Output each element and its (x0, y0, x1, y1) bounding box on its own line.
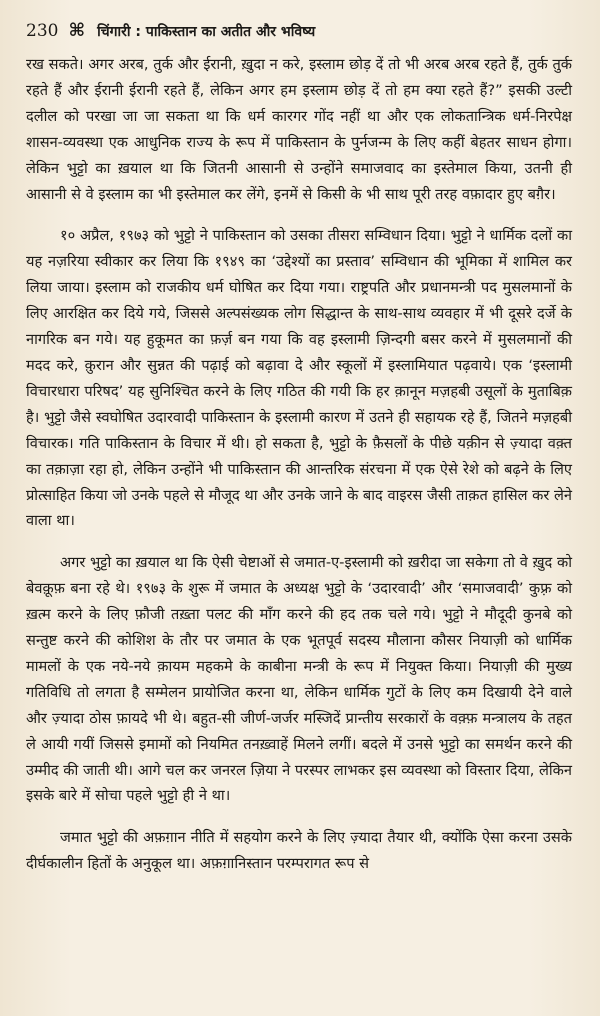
page-header (26, 20, 572, 46)
body-text (26, 52, 572, 877)
paragraph-afghan-policy: जमात भुट्टो की अफ़ग़ान नीति में सहयोग करने के लिए ज़्यादा तैयार थी, क्योंकि ऐसा करना उसके दीर्घकालीन हितों के अनुकूल था। अफ़ग़ानिस्तान परम्परागत रूप से (26, 829, 572, 873)
paragraph-constitution-1973: १० अप्रैल, १९७३ को भुट्टो ने पाकिस्तान को उसका तीसरा सम्विधान दिया। भुट्टो ने धार्मिक दलों का यह नज़रिया स्वीकार कर लिया कि १९४९ का ‘उद्देश्यों का प्रस्ताव’ सम्विधान की भूमिका में शामिल कर लिया जाया। इस्लाम को राजकीय धर्म घोषित कर दिया गया। राष्ट्रपति और प्रधानमन्त्री पद मुसलमानों के लिए आरक्षित कर दिये गये, जिससे अल्पसंख्यक लोग सिद्धान्त के साथ-साथ व्यवहार में भी दूसरे दर्जे के नागरिक बन गये। यह हुकूमत का फ़र्ज़ बन गया कि वह इस्लामी ज़िन्दगी बसर करने में मुसलमानों की मदद करे, क़ुरान और सुन्नत की पढ़ाई को बढ़ावा दे और स्कूलों में इस्लामियात पढ़वाये। एक ‘इस्लामी विचारधारा परिषद’ यह सुनिश्चित करने के लिए गठित की गयी कि हर क़ानून मज़हबी उसूलों के मुताबिक़ है। भुट्टो जैसे स्वघोषित उदारवादी पाकिस्तान के इस्लामी कारण में उतने ही सहायक रहे हैं, जितने मज़हबी विचारक। गति पाकिस्तान के विचार में थी। हो सकता है, भुट्टो के फ़ैसलों के पीछे यक़ीन से ज़्यादा वक़्त का तक़ाज़ा रहा हो, लेकिन उन्होंने भी पाकिस्तान की आन्तरिक संरचना में एक ऐसे रेशे को बढ़ने के लिए प्रोत्साहित किया जो उनके पहले से मौजूद था और उनके जाने के बाद वाइरस जैसी ताक़त हासिल कर लेने वाला था। (26, 227, 572, 530)
paragraph-continuation: रख सकते। अगर अरब, तुर्क और ईरानी, ख़ुदा न करे, इस्लाम छोड़ दें तो भी अरब अरब रहते हैं, तुर्क तुर्क रहते हैं और ईरानी ईरानी रहते हैं, लेकिन अगर हम इस्लाम छोड़ दें तो हम क्या रहते हैं?” इसकी उल्टी दलील को परखा जा जा सकता था कि धर्म कारगर गोंद नहीं था और एक लोकतान्त्रिक धर्म-निरपेक्ष शासन-व्यवस्था एक आधुनिक राज्य के रूप में पाकिस्तान के पुर्नजन्म के लिए कहीं बेहतर साधन होगा। लेकिन भुट्टो का ख़याल था कि जितनी आसानी से उन्होंने समाजवाद का इस्तेमाल किया, उतनी ही आसानी से वे इस्लाम का भी इस्तेमाल कर लेंगे, इनमें से किसी के भी साथ पूरी तरह वफ़ादार हुए बग़ैर। (26, 56, 572, 203)
page-number: 230 (26, 21, 59, 41)
paragraph-jamaat-and-bhutto: अगर भुट्टो का ख़याल था कि ऐसी चेष्टाओं से जमात-ए-इस्लामी को ख़रीदा जा सकेगा तो वे ख़ुद को बेवक़ूफ़ बना रहे थे। १९७३ के शुरू में जमात के अध्यक्ष भुट्टो के ‘उदारवादी’ और ‘समाजवादी’ कुफ़्र को ख़त्म करने के लिए फ़ौजी तख़्ता पलट की माँग करने की हद तक चले गये। भुट्टो ने मौदूदी कुनबे को सन्तुष्ट करने की कोशिश के तौर पर जमात के एक भूतपूर्व सदस्य मौलाना कौसर नियाज़ी को धार्मिक मामलों के एक नये-नये क़ायम महकमे के काबीना मन्त्री के रूप में नियुक्त किया। नियाज़ी की मुख्य गतिविधि तो लगता है सम्मेलन प्रायोजित करना था, लेकिन धार्मिक गुटों के लिए कम दिखायी देने वाले और ज़्यादा ठोस फ़ायदे भी थे। बहुत-सी जीर्ण-जर्जर मस्जिदें प्रान्तीय सरकारों के वक़्फ़ मन्त्रालय के तहत ले आयी गयीं जिससे इमामों को नियमित तनख़्वाहें मिलने लगीं। बदले में उनसे भुट्टो का समर्थन करने की उम्मीद की जाती थी। आगे चल कर जनरल ज़िया ने परस्पर लाभकर इस व्यवस्था को विस्तार दिया, लेकिन इसके बारे में सोचा पहले भुट्टो ही ने था। (26, 554, 572, 805)
running-title: चिंगारी : पाकिस्तान का अतीत और भविष्य (97, 24, 316, 40)
command-symbol-icon: ⌘ (68, 20, 86, 41)
